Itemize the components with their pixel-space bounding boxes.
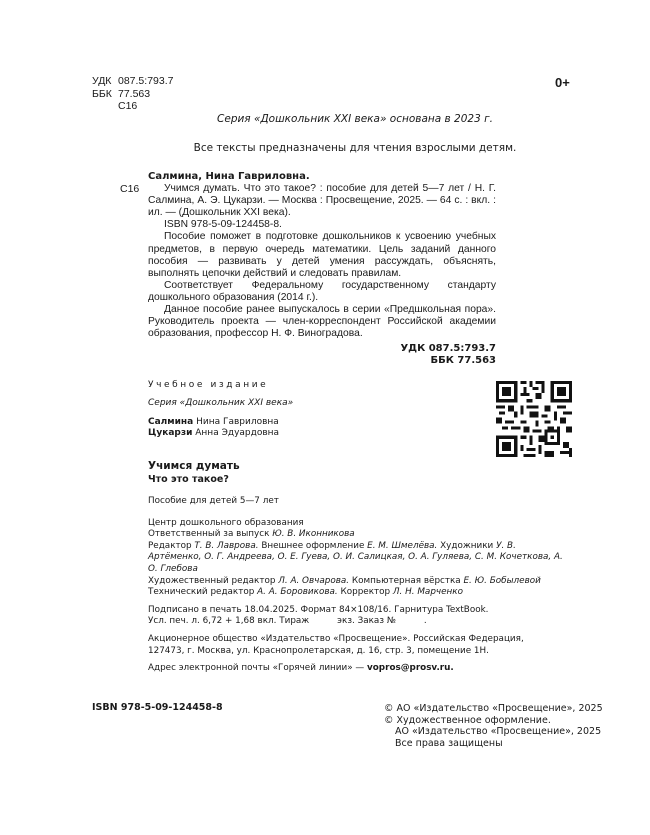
isbn-footer: ISBN 978-5-09-124458-8 (92, 702, 223, 713)
bibliographic-record (148, 171, 496, 368)
series-founded-note: Серия «Дошкольник XXI века» основана в 2023 г. (217, 113, 493, 125)
art-editor-line: Художественный редактор Л. А. Овчарова. Компьютерная вёрстка Е. Ю. Бобылевой (148, 575, 541, 586)
authors-list (148, 417, 293, 440)
bibliographic-codes (148, 343, 496, 367)
copyright-block (384, 703, 603, 750)
copyright-line: © АО «Издательство «Просвещение», 2025 (384, 703, 603, 714)
qr-code-icon (496, 381, 572, 457)
abstract-paragraph: Соответствует Федеральному государственному стандарту дошкольного образования (2014 г.). (148, 279, 496, 303)
title-block (148, 460, 240, 486)
bbk-value: 77.563 (118, 87, 151, 100)
bbk-label: ББК (92, 87, 112, 100)
author-name: Анна Эдуардовна (195, 427, 280, 438)
bibliographic-author: Салмина, Нина Гавриловна. (148, 171, 310, 182)
edition-type: Учебное издание (148, 380, 269, 390)
author-surname: Салмина (148, 416, 194, 427)
print-info-line: Подписано в печать 18.04.2025. Формат 84×108/16. Гарнитура TextBook. (148, 604, 489, 615)
author-entry (148, 428, 293, 439)
imprint-block (148, 380, 293, 439)
credits-block (148, 496, 568, 675)
hotline-line: Адрес электронной почты «Горячей линии» — vopros@prosv.ru. (148, 663, 454, 674)
bibliographic-description: Учимся думать. Что это такое? : пособие для детей 5—7 лет / Н. Г. Салмина, А. Э. Цукарзи. — Москва : Просвещение, 2025. — 64 с. : вкл. : ил. — (Дошкольник XXI века). (148, 183, 496, 219)
rights-reserved: Все права защищены (395, 738, 503, 750)
center-line: Центр дошкольного образования (148, 517, 304, 528)
adults-reading-note: Все тексты предназначены для чтения взрослыми детям. (193, 142, 517, 154)
book-title: Учимся думать (148, 460, 240, 472)
editors-line: Редактор Т. В. Лаврова. Внешнее оформление Е. М. Шмелёва. Художники У. В. Артёменко, О. Г. Андреева, О. Е. Гуева, О. И. Салицкая, О. А. Гуляева, С. М. Кочеткова, А. О. Глебова (148, 540, 563, 574)
print-info-line: Усл. печ. л. 6,72 + 1,68 вкл. Тираж экз. Заказ № . (148, 616, 427, 627)
age-rating: 0+ (555, 75, 570, 90)
publisher-line: Акционерное общество «Издательство «Просвещение». Российская Федерация, (148, 633, 524, 644)
abstract-paragraph: Пособие поможет в подготовке дошкольников к усвоению учебных предметов, в первую очередь математики. Цель заданий данного пособия — развивать у детей умения рассуждать, объяснять, выполнять цепочки действий и следовать правилам. (148, 231, 496, 279)
udk-code: УДК 087.5:793.7 (400, 343, 496, 355)
author-mark: С16 (118, 100, 138, 112)
udk-value: 087.5:793.7 (118, 75, 174, 87)
udk-label: УДК (92, 75, 112, 87)
tech-editor-line: Технический редактор А. А. Боровикова. Корректор Л. Н. Марченко (148, 587, 463, 598)
author-name: Нина Гавриловна (196, 416, 279, 427)
hotline-email-link[interactable]: vopros@prosv.ru. (367, 663, 454, 674)
abstract-paragraph: Данное пособие ранее выпускалось в серии «Предшкольная пора». Руководитель проекта — член-корреспондент Российской академии образования, профессор Н. Ф. Виноградова. (148, 304, 496, 340)
author-entry (148, 417, 293, 428)
bibliographic-author-mark: С16 (120, 183, 140, 195)
series-name: Серия «Дошкольник XXI века» (148, 398, 294, 409)
purpose-line: Пособие для детей 5—7 лет (148, 496, 279, 506)
classification-codes (92, 75, 173, 113)
copyright-line: © Художественное оформление. (384, 714, 551, 726)
responsible-line: Ответственный за выпуск Ю. В. Иконникова (148, 529, 355, 540)
book-subtitle: Что это такое? (148, 474, 229, 485)
publisher-address-line: 127473, г. Москва, ул. Краснопролетарская, д. 16, стр. 3, помещение 1Н. (148, 645, 489, 656)
bbk-code: ББК 77.563 (430, 355, 496, 367)
author-surname: Цукарзи (148, 427, 193, 438)
copyright-line: АО «Издательство «Просвещение», 2025 (395, 726, 602, 738)
bibliographic-isbn: ISBN 978-5-09-124458-8. (164, 219, 282, 231)
